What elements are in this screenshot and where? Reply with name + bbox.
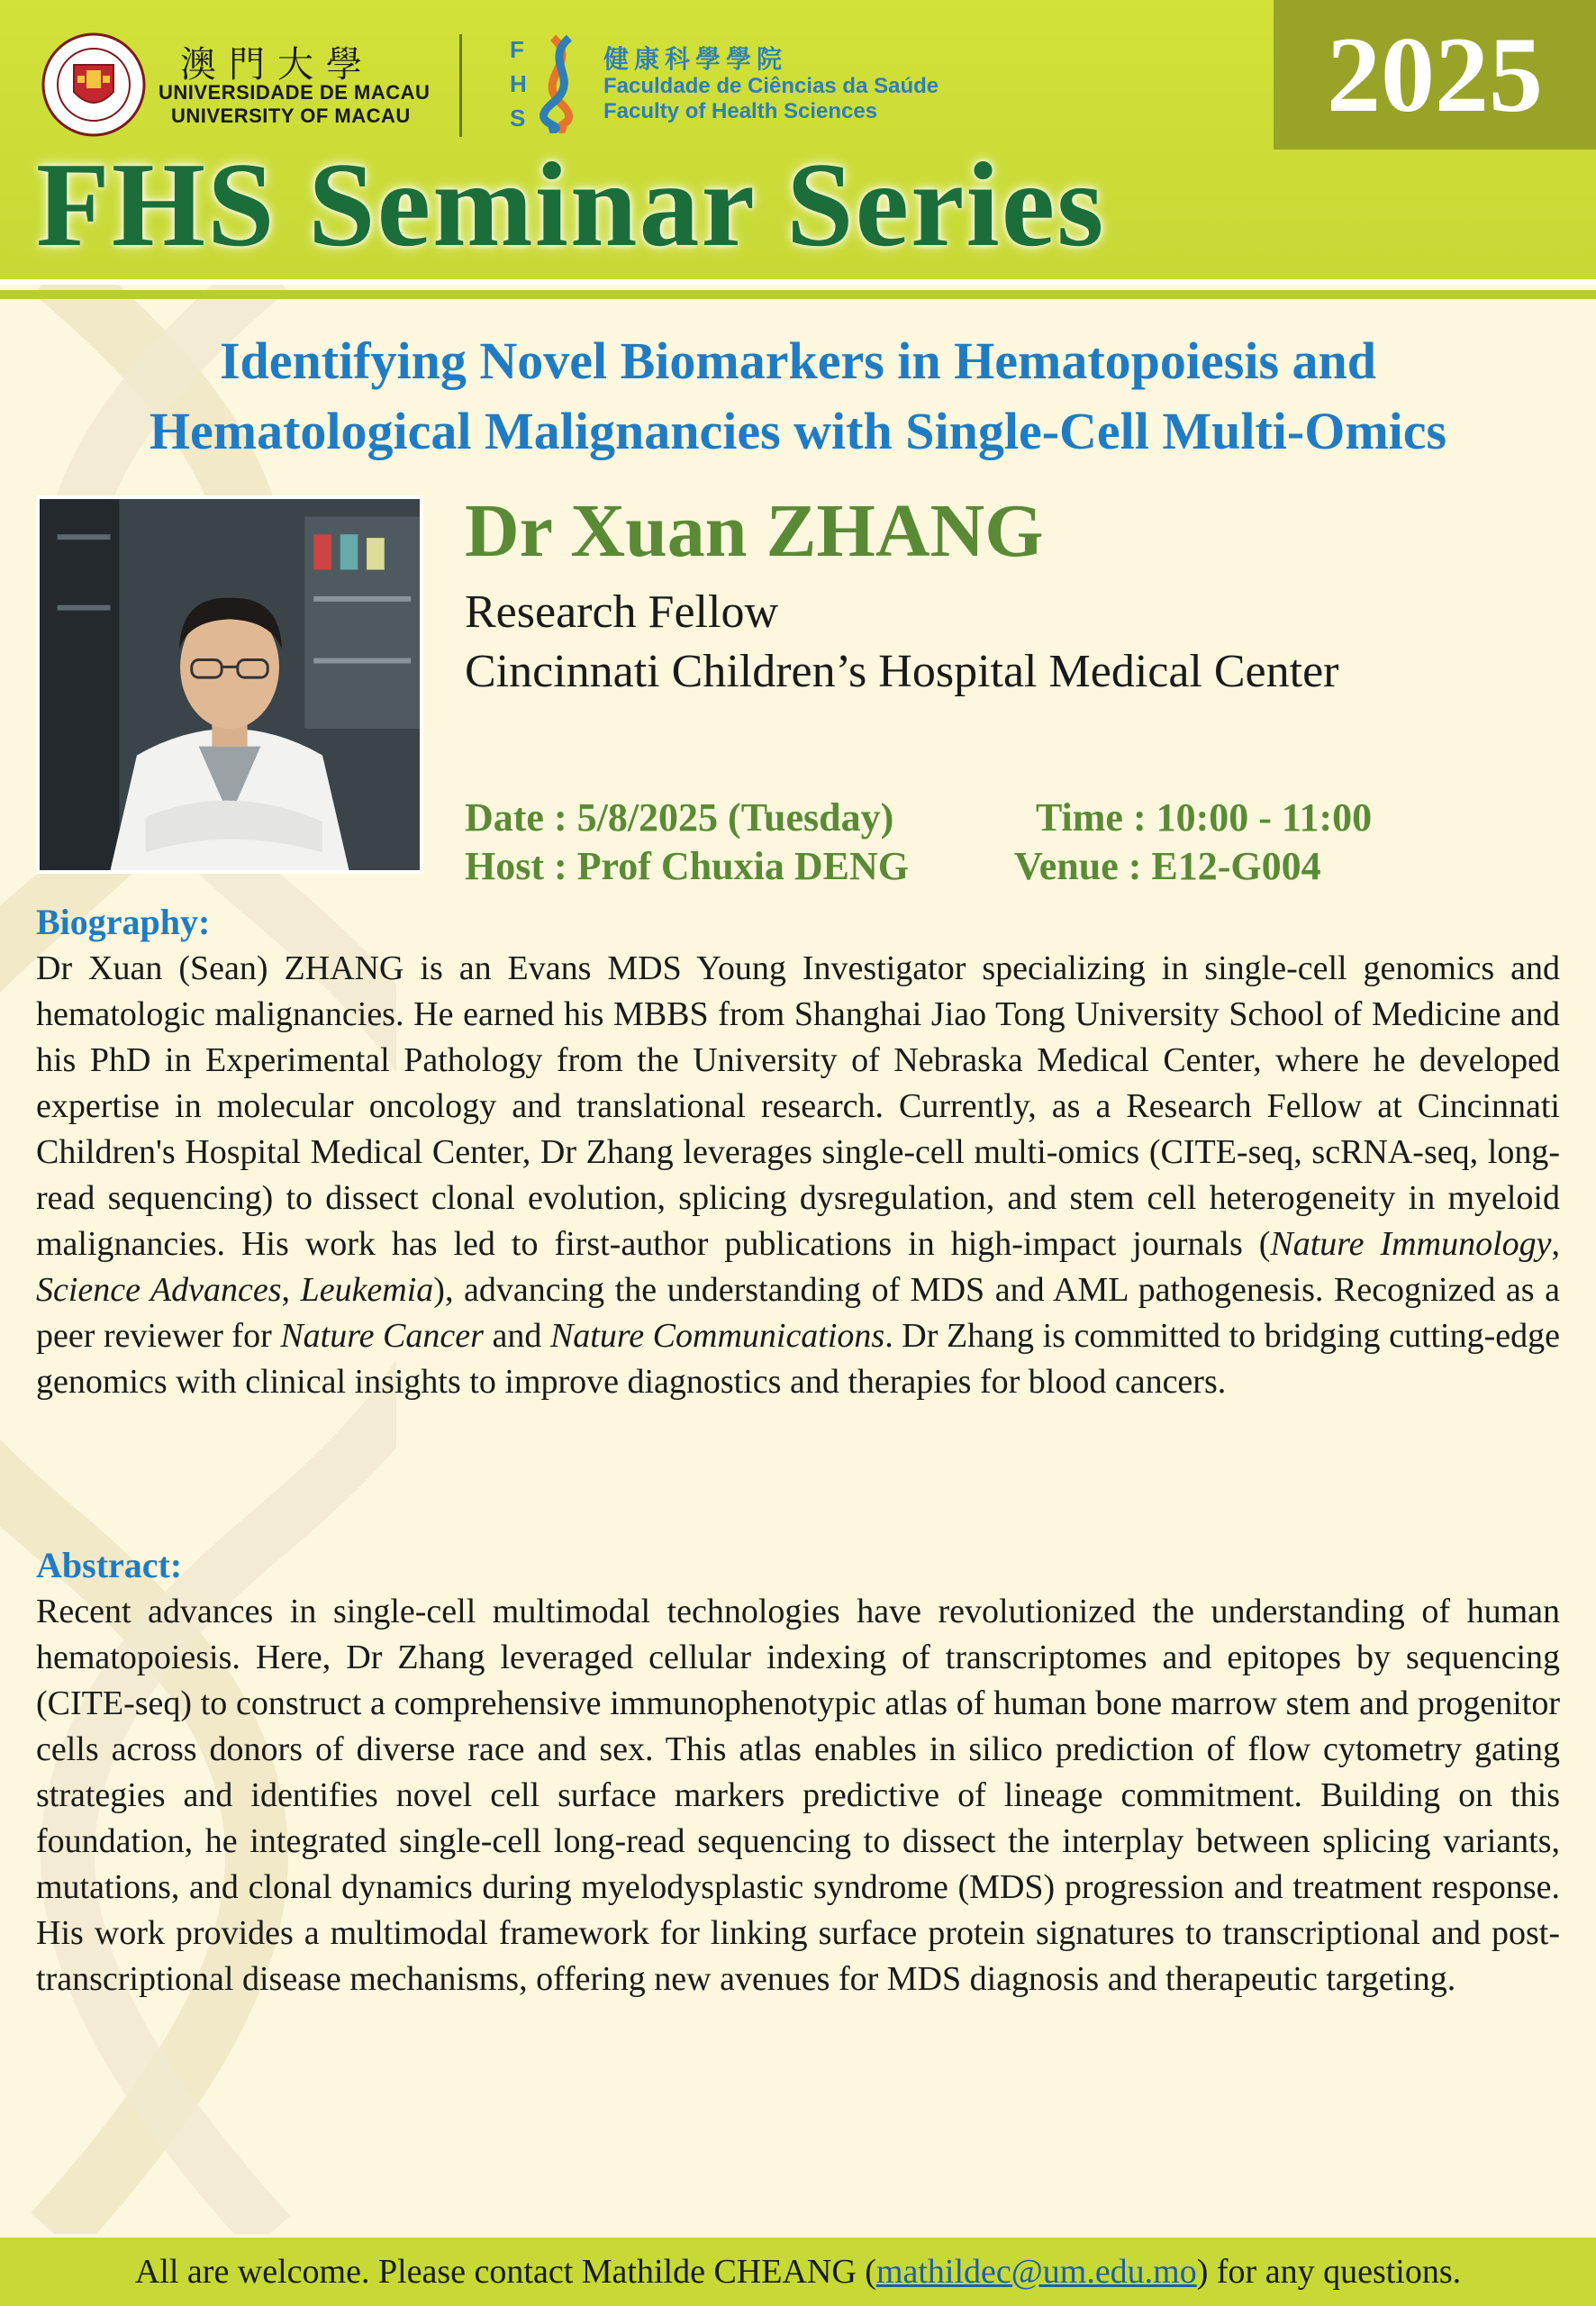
um-portuguese-name: UNIVERSIDADE DE MACAU <box>159 81 431 104</box>
host-label: Host : <box>465 844 567 888</box>
abstract-text: Recent advances in single-cell multimodal technologies have revolutionized the understanding of human hematopoiesis. Here, Dr Zhang leveraged cellular indexing of transcriptomes and epitopes by sequencing (CITE-seq) to construct a comprehensive immunophenotypic atlas of human bone marrow stem and progenitor cells across donors of diverse race and sex. This atlas enables in silico prediction of flow cytometry gating strategies and identifies novel cell surface markers predictive of lineage commitment. Building on this foundation, he integrated single-cell long-read sequencing to dissect the interplay between splicing variants, mutations, and clonal dynamics during myelodysplastic syndrome (MDS) progression and treatment response. His work provides a multimodal framework for linking surface protein signatures to transcriptional and post-transcriptional disease mechanisms, offering new avenues for MDS diagnosis and therapeutic targeting. <box>36 1593 1560 1998</box>
host-value: Prof Chuxia DENG <box>576 844 909 888</box>
journal-1: Nature Immunology <box>1270 1225 1552 1263</box>
time-info <box>1036 794 1372 840</box>
journal-5: Nature Communications <box>549 1317 885 1355</box>
venue-label: Venue : <box>1014 844 1142 888</box>
speaker-name: Dr Xuan ZHANG <box>465 489 1044 573</box>
speaker-affiliation: Cincinnati Children’s Hospital Medical Center <box>465 646 1339 697</box>
bio-sep-3: and <box>483 1317 550 1355</box>
date-info <box>465 794 893 840</box>
time-value: 10:00 - 11:00 <box>1156 795 1373 840</box>
talk-title <box>0 326 1596 467</box>
fhs-portuguese-name: Faculdade de Ciências da Saúde <box>603 74 939 98</box>
footer-text-after: ) for any questions. <box>1196 2253 1462 2291</box>
journal-4: Nature Cancer <box>280 1317 484 1355</box>
bio-part-1: Dr Xuan (Sean) ZHANG is an Evans MDS Young Investigator specializing in single-cell genomics and hematologic malignancies. He earned his MBBS from Shanghai Jiao Tong University School of Medicine and his PhD in Experimental Pathology from the University of Nebraska Medical Center, where he developed expertise in molecular oncology and translational research. Currently, as a Research Fellow at Cincinnati Children's Hospital Medical Center, Dr Zhang leverages single-cell multi-omics (CITE-seq, scRNA-seq, long-read sequencing) to dissect clonal evolution, splicing dysregulation, and stem cell heterogeneity in myeloid malignancies. His work has led to first-author publications in high-impact journals ( <box>36 949 1560 1263</box>
time-label: Time : <box>1036 795 1147 840</box>
svg-text:S: S <box>510 104 526 132</box>
fhs-english-name: Faculty of Health Sciences <box>603 99 878 123</box>
header-divider-green <box>0 290 1596 299</box>
footer-text-before: All are welcome. Please contact Mathilde CHEANG ( <box>134 2253 876 2291</box>
svg-text:H: H <box>510 70 527 97</box>
venue-value: E12-G004 <box>1151 844 1321 888</box>
header-divider-white <box>0 279 1596 285</box>
journal-2: Science Advances <box>36 1271 282 1309</box>
um-english-name: UNIVERSITY OF MACAU <box>171 104 411 127</box>
date-label: Date : <box>465 795 567 840</box>
contact-email-link[interactable]: mathildec@um.edu.mo <box>875 2253 1197 2291</box>
bio-sep-1: , <box>1551 1225 1560 1263</box>
bio-sep-2: , <box>281 1271 301 1309</box>
fhs-chinese-name: 健康科學學院 <box>603 44 788 74</box>
year-badge <box>1274 0 1596 150</box>
fhs-dna-logo-icon <box>510 34 580 133</box>
biography-text <box>36 946 1560 1405</box>
series-title: FHS Seminar Series <box>36 138 1106 271</box>
um-chinese-name: 澳門大學 <box>180 44 375 86</box>
bio-part-3: . Dr Zhang is committed to bridging cutting-edge genomics with clinical insights to improve diagnostics and therapies for blood cancers. <box>36 1317 1561 1401</box>
svg-text:F: F <box>510 36 524 63</box>
venue-info <box>1014 843 1321 889</box>
year-text: 2025 <box>1327 14 1543 134</box>
abstract-heading: Abstract: <box>36 1545 183 1585</box>
biography-heading: Biography: <box>36 902 211 942</box>
date-value: 5/8/2025 (Tuesday) <box>576 795 894 840</box>
university-seal-icon <box>41 32 146 137</box>
talk-title-line-1: Identifying Novel Biomarkers in Hematopoiesis and <box>219 331 1377 390</box>
logo-divider <box>459 34 462 137</box>
bio-part-2: ), advancing the understanding of MDS and AML pathogenesis. Recognized as a peer reviewer for <box>36 1271 1560 1355</box>
talk-title-line-2: Hematological Malignancies with Single-Cell Multi-Omics <box>149 402 1447 460</box>
journal-3: Leukemia <box>300 1271 434 1309</box>
speaker-photo <box>36 495 423 874</box>
footer-contact <box>0 2238 1596 2306</box>
host-info <box>465 843 909 889</box>
speaker-role: Research Fellow <box>465 586 779 638</box>
